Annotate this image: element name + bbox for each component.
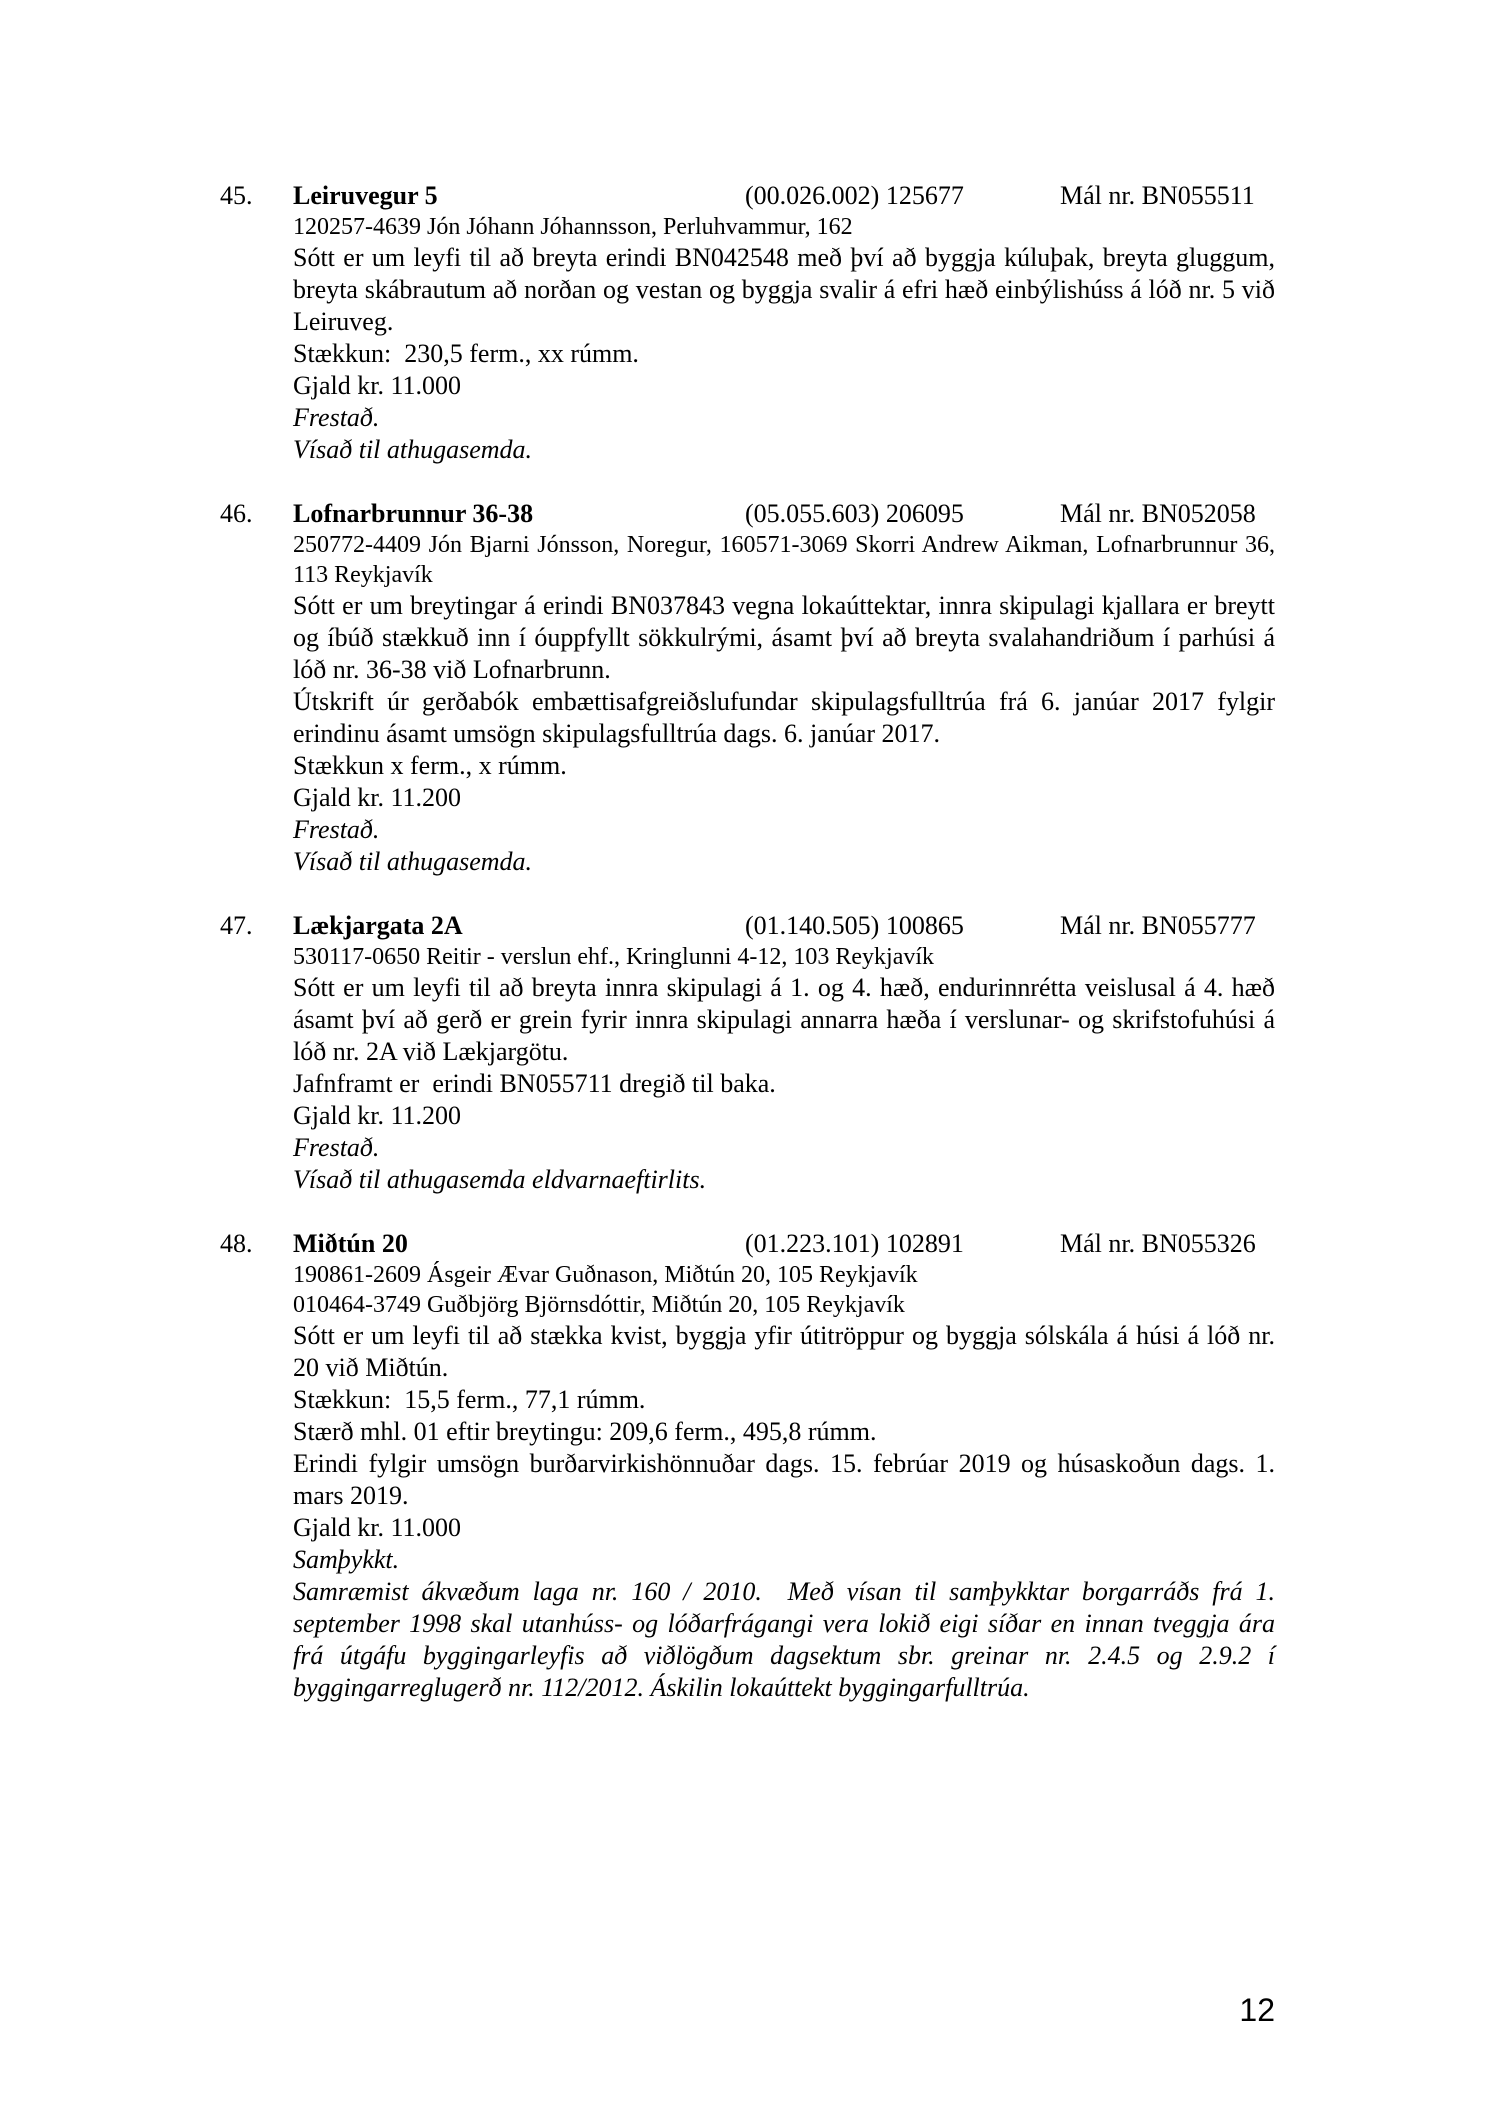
permit-entry: [220, 180, 1282, 466]
description-paragraph: Sótt er um leyfi til að breyta innra skipulagi á 1. og 4. hæð, endurinnrétta veislusal á 4. hæð ásamt því að gerð er grein fyrir innra skipulagi annarra hæða í verslunar- og skrifstofuhúsi á lóð nr. 2A við Lækjargötu.: [293, 973, 1282, 1066]
description-paragraph: Jafnframt er erindi BN055711 dregið til baka.: [293, 1069, 776, 1098]
description-paragraph: Stærð mhl. 01 eftir breytingu: 209,6 ferm., 495,8 rúmm.: [293, 1417, 877, 1446]
entry-property-code: (01.223.101) 102891: [745, 1229, 964, 1258]
description-paragraph: Gjald kr. 11.200: [293, 1101, 462, 1130]
entry-header: [293, 498, 1275, 530]
entry-address: Miðtún 20: [293, 1229, 408, 1258]
owner-lines: [293, 1260, 1275, 1320]
description-paragraph: Stækkun: 230,5 ferm., xx rúmm.: [293, 339, 639, 368]
page-number: 12: [1239, 1992, 1275, 2028]
entry-header: [293, 180, 1275, 212]
entry-address: Lækjargata 2A: [293, 911, 463, 940]
description-paragraphs: [293, 590, 1282, 814]
entry-case-number: Mál nr. BN052058: [1060, 499, 1256, 528]
entries-container: [220, 180, 1282, 1736]
description-paragraph: Sótt er um leyfi til að breyta erindi BN042548 með því að byggja kúluþak, breyta gluggum, breyta skábrautum að norðan og vestan og byggja svalir á efri hæð einbýlishúss á lóð nr. 5 við Leiruveg.: [293, 243, 1282, 336]
owner-lines: [293, 212, 1275, 242]
description-paragraph: Stækkun: 15,5 ferm., 77,1 rúmm.: [293, 1385, 646, 1414]
entry-number: 45.: [220, 181, 253, 210]
entry-header: [293, 1228, 1275, 1260]
status-paragraphs: [293, 1544, 1282, 1704]
entry-number: 46.: [220, 499, 253, 528]
status-paragraph: Vísað til athugasemda eldvarnaeftirlits.: [293, 1165, 707, 1194]
entry-number: 48.: [220, 1229, 253, 1258]
entry-case-number: Mál nr. BN055326: [1060, 1229, 1256, 1258]
status-paragraph: Frestað.: [293, 815, 380, 844]
description-paragraphs: [293, 972, 1282, 1132]
owner-lines: [293, 530, 1281, 590]
entry-case-number: Mál nr. BN055511: [1060, 181, 1255, 210]
owner-line: 120257-4639 Jón Jóhann Jóhannsson, Perluhvammur, 162: [293, 214, 853, 240]
status-paragraphs: [293, 1132, 1275, 1196]
description-paragraphs: [293, 242, 1282, 402]
description-paragraph: Sótt er um breytingar á erindi BN037843 vegna lokaúttektar, innra skipulagi kjallara er breytt og íbúð stækkuð inn í óuppfyllt sökkulrými, ásamt því að breyta svalahandriðum í parhúsi á lóð nr. 36-38 við Lofnarbrunn.: [293, 591, 1282, 684]
permit-entry: [220, 1228, 1282, 1704]
entry-address: Lofnarbrunnur 36-38: [293, 499, 534, 528]
entry-header: [293, 910, 1275, 942]
permit-entry: [220, 910, 1282, 1196]
entry-property-code: (05.055.603) 206095: [745, 499, 964, 528]
description-paragraph: Gjald kr. 11.200: [293, 783, 462, 812]
description-paragraph: Erindi fylgir umsögn burðarvirkishönnuðar dags. 15. febrúar 2019 og húsaskoðun dags. 1. mars 2019.: [293, 1449, 1282, 1510]
status-paragraphs: [293, 814, 1275, 878]
status-paragraph: Samræmist ákvæðum laga nr. 160 / 2010. Með vísan til samþykktar borgarráðs frá 1. september 1998 skal utanhúss- og lóðarfrágangi vera lokið eigi síðar en innan tveggja ára frá útgáfu byggingarleyfis að viðlögðum dagsektum sbr. greinar nr. 2.4.5 og 2.9.2 í byggingarreglugerð nr. 112/2012. Áskilin lokaúttekt byggingarfulltrúa.: [293, 1577, 1282, 1702]
status-paragraph: Frestað.: [293, 403, 380, 432]
description-paragraph: Útskrift úr gerðabók embættisafgreiðslufundar skipulagsfulltrúa frá 6. janúar 2017 fylgir erindinu ásamt umsögn skipulagsfulltrúa dags. 6. janúar 2017.: [293, 687, 1282, 748]
description-paragraph: Gjald kr. 11.000: [293, 1513, 462, 1542]
status-paragraph: Samþykkt.: [293, 1545, 400, 1574]
description-paragraph: Sótt er um leyfi til að stækka kvist, byggja yfir útitröppur og byggja sólskála á húsi á lóð nr. 20 við Miðtún.: [293, 1321, 1282, 1382]
owner-line: 250772-4409 Jón Bjarni Jónsson, Noregur, 160571-3069 Skorri Andrew Aikman, Lofnarbrunnur 36, 113 Reykjavík: [293, 532, 1281, 588]
owner-line: 190861-2609 Ásgeir Ævar Guðnason, Miðtún 20, 105 Reykjavík: [293, 1262, 918, 1288]
owner-line: 010464-3749 Guðbjörg Björnsdóttir, Miðtún 20, 105 Reykjavík: [293, 1292, 905, 1318]
entry-number: 47.: [220, 911, 253, 940]
entry-property-code: (01.140.505) 100865: [745, 911, 964, 940]
status-paragraph: Frestað.: [293, 1133, 380, 1162]
description-paragraphs: [293, 1320, 1282, 1544]
status-paragraphs: [293, 402, 1275, 466]
entry-address: Leiruvegur 5: [293, 181, 438, 210]
description-paragraph: Stækkun x ferm., x rúmm.: [293, 751, 567, 780]
owner-line: 530117-0650 Reitir - verslun ehf., Kringlunni 4-12, 103 Reykjavík: [293, 944, 935, 970]
permit-entry: [220, 498, 1282, 878]
status-paragraph: Vísað til athugasemda.: [293, 847, 533, 876]
entry-property-code: (00.026.002) 125677: [745, 181, 964, 210]
owner-lines: [293, 942, 1275, 972]
description-paragraph: Gjald kr. 11.000: [293, 371, 462, 400]
entry-case-number: Mál nr. BN055777: [1060, 911, 1256, 940]
status-paragraph: Vísað til athugasemda.: [293, 435, 533, 464]
